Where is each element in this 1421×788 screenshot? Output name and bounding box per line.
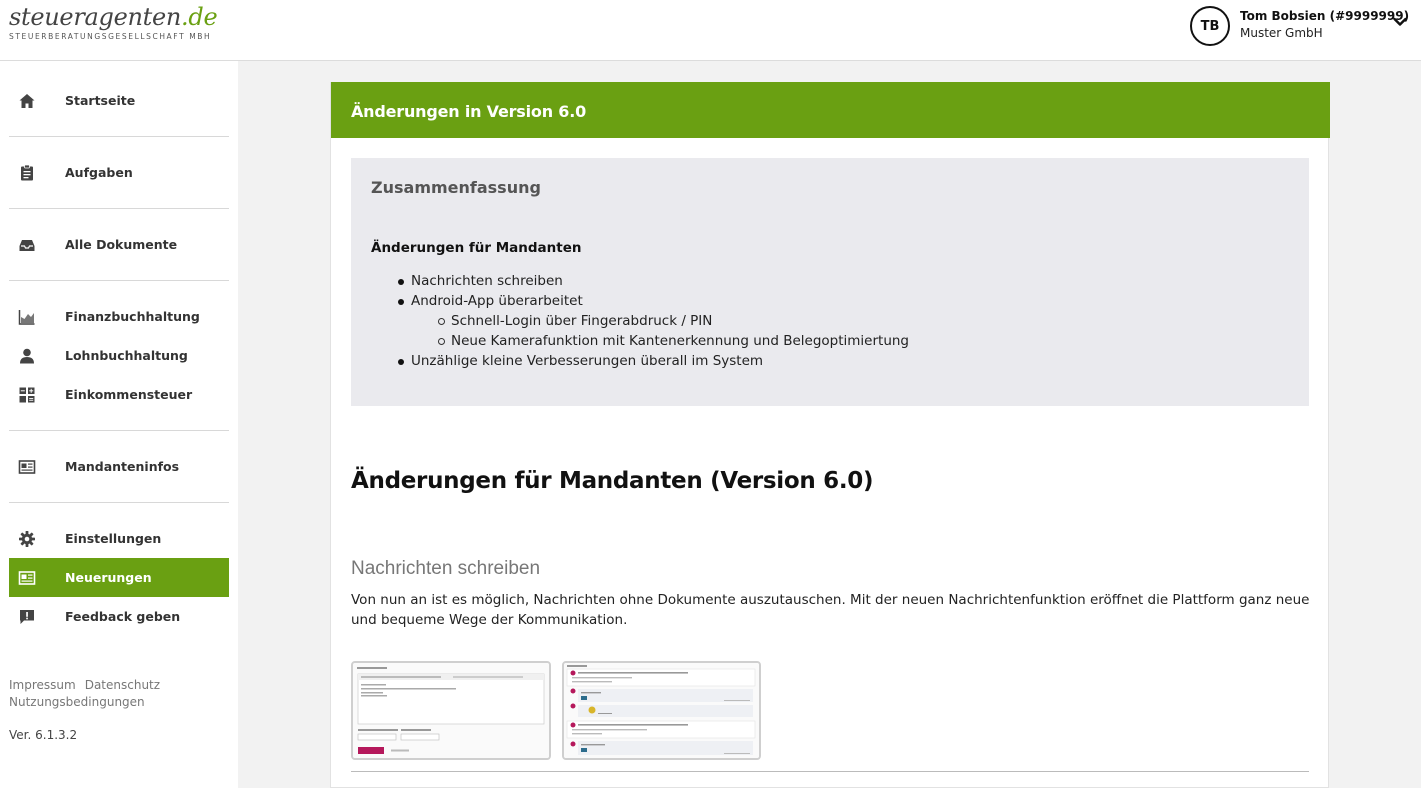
sidebar-divider	[9, 502, 229, 503]
sidebar	[0, 61, 238, 788]
sidebar-divider	[9, 430, 229, 431]
feature-title: Nachrichten schreiben	[351, 558, 541, 579]
newspaper-icon	[18, 458, 36, 476]
bullet-ring	[438, 338, 445, 345]
feedback-icon	[18, 608, 36, 626]
sidebar-item-neuerungen[interactable]	[9, 558, 229, 597]
area-chart-icon	[18, 308, 36, 326]
sidebar-divider	[9, 208, 229, 209]
page-title: Änderungen in Version 6.0	[351, 102, 587, 121]
release-notes-panel	[330, 82, 1329, 788]
bullet-dot	[398, 359, 404, 365]
user-company: Muster GmbH	[1240, 26, 1323, 40]
sidebar-item-label: Finanzbuchhaltung	[65, 309, 200, 324]
section-title: Änderungen für Mandanten (Version 6.0)	[351, 468, 874, 494]
sidebar-item-startseite[interactable]	[9, 81, 229, 120]
gear-icon	[18, 530, 36, 548]
sidebar-item-label: Einstellungen	[65, 531, 162, 546]
version-label: Ver. 6.1.3.2	[9, 728, 78, 742]
nutzungsbedingungen-link[interactable]: Nutzungsbedingungen	[9, 695, 145, 709]
sidebar-item-einstellungen[interactable]	[9, 519, 229, 558]
feature-description: Von nun an ist es möglich, Nachrichten ohne Dokumente auszutauschen. Mit der neuen Nachrichtenfunktion eröffnet die Plattform ganz neue und bequeme Wege der Kommunikation.	[351, 592, 1310, 628]
avatar[interactable]: TB	[1190, 6, 1230, 46]
list-item: Schnell-Login über Fingerabdruck / PIN	[451, 313, 712, 329]
top-header	[0, 0, 1421, 61]
sidebar-item-label: Lohnbuchhaltung	[65, 348, 188, 363]
logo-tagline: STEUERBERATUNGSGESELLSCHAFT MBH	[9, 32, 212, 41]
newspaper-icon	[18, 569, 36, 587]
summary-title: Zusammenfassung	[371, 178, 541, 197]
brand-logo[interactable]	[9, 3, 217, 41]
calculator-icon	[18, 386, 36, 404]
sidebar-divider	[9, 136, 229, 137]
bullet-ring	[438, 318, 445, 325]
sidebar-item-lohnbuchhaltung[interactable]	[9, 336, 229, 375]
sidebar-item-aufgaben[interactable]	[9, 153, 229, 192]
user-menu[interactable]	[1181, 0, 1421, 61]
impressum-link[interactable]: Impressum	[9, 678, 76, 692]
inbox-tray-icon	[18, 236, 36, 254]
summary-subtitle: Änderungen für Mandanten	[371, 240, 582, 256]
list-item: Neue Kamerafunktion mit Kantenerkennung und Belegoptimiertung	[451, 333, 909, 349]
bullet-dot	[398, 299, 404, 305]
list-item: Unzählige kleine Verbesserungen überall im System	[411, 353, 763, 369]
release-banner	[331, 82, 1330, 138]
clipboard-icon	[18, 164, 36, 182]
datenschutz-link[interactable]: Datenschutz	[84, 678, 161, 692]
bullet-dot	[398, 279, 404, 285]
sidebar-item-label: Mandanteninfos	[65, 459, 180, 474]
sidebar-item-mandanteninfos[interactable]	[9, 447, 229, 486]
sidebar-item-einkommensteuer[interactable]	[9, 375, 229, 414]
logo-wordmark: steueragenten.de	[9, 3, 218, 31]
sidebar-item-label: Feedback geben	[65, 609, 181, 624]
chevron-down-icon[interactable]	[1393, 15, 1407, 29]
sidebar-item-label: Alle Dokumente	[65, 237, 178, 252]
person-icon	[18, 347, 36, 365]
screenshot-thumbnail-composer[interactable]	[351, 661, 551, 760]
sidebar-divider	[9, 280, 229, 281]
home-icon	[18, 92, 36, 110]
footer-links	[9, 677, 169, 711]
composer-preview-image	[353, 663, 549, 758]
sidebar-item-label: Startseite	[65, 93, 136, 108]
sidebar-item-label: Neuerungen	[65, 570, 152, 585]
thread-preview-image	[564, 663, 759, 758]
sidebar-item-alle-dokumente[interactable]	[9, 225, 229, 264]
list-item: Android-App überarbeitet	[411, 293, 583, 309]
section-divider	[351, 771, 1309, 772]
sidebar-item-label: Einkommensteuer	[65, 387, 193, 402]
screenshot-thumbnail-thread[interactable]	[562, 661, 761, 760]
summary-box	[351, 158, 1309, 406]
sidebar-item-finanzbuchhaltung[interactable]	[9, 297, 229, 336]
sidebar-item-label: Aufgaben	[65, 165, 133, 180]
list-item: Nachrichten schreiben	[411, 273, 563, 289]
user-name: Tom Bobsien (#9999999)	[1240, 9, 1410, 23]
sidebar-item-feedback[interactable]	[9, 597, 229, 636]
